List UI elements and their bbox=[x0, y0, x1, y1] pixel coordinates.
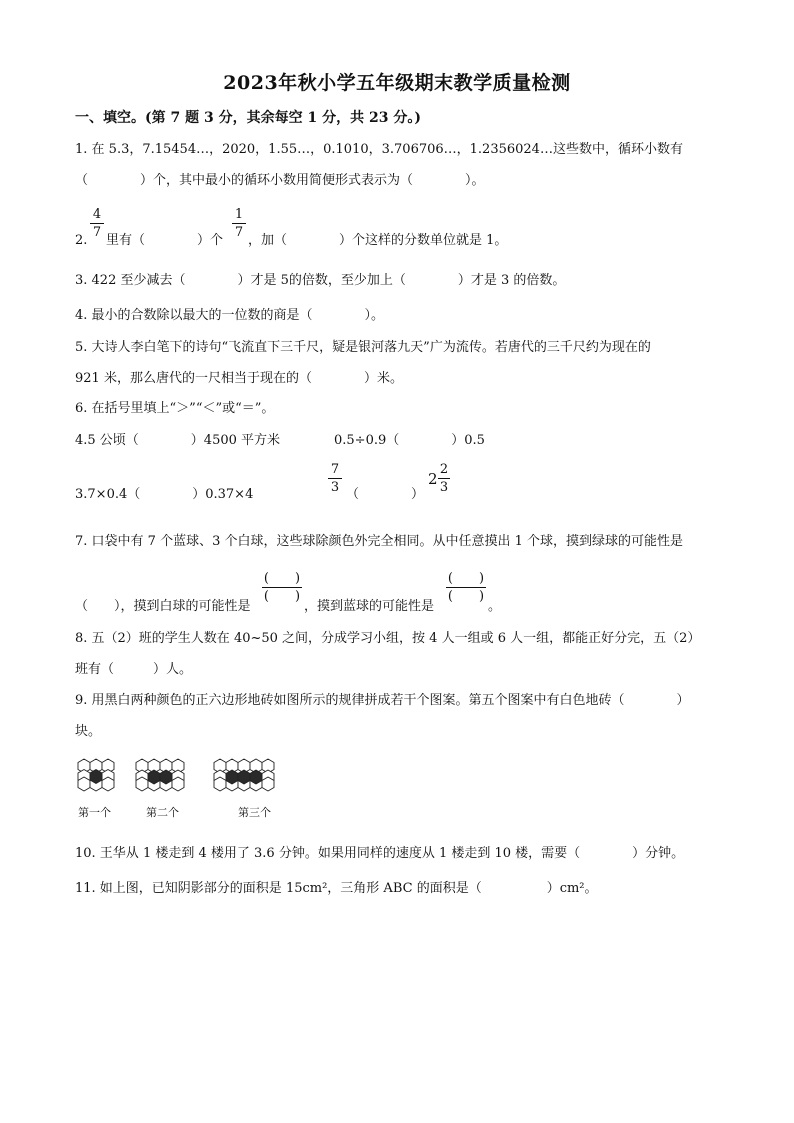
q2-fraction-four-sevenths bbox=[90, 207, 104, 240]
fraction-denominator: 7 bbox=[92, 225, 102, 240]
fraction-bar bbox=[446, 587, 486, 588]
q8-line2: 班有（ ）人。 bbox=[75, 662, 193, 677]
fraction-bar bbox=[262, 587, 302, 588]
fraction-numerator: 7 bbox=[330, 462, 340, 477]
fraction-numerator: 4 bbox=[92, 207, 102, 222]
fraction-bar bbox=[232, 223, 246, 224]
fraction-numerator: ( ) bbox=[447, 571, 485, 586]
hexagon-pattern-3 bbox=[210, 756, 302, 794]
fraction-bar bbox=[328, 478, 342, 479]
q1-line1: 1. 在 5.3，7.15454…，2020，1.55…，0.1010，3.706706…，1.2356024…这些数中，循环小数有 bbox=[75, 142, 683, 157]
q6-intro: 6. 在括号里填上“＞”“＜”或“＝”。 bbox=[75, 401, 275, 416]
q5-line1: 5. 大诗人李白笔下的诗句“飞流直下三千尺，疑是银河落九天”广为流传。若唐代的三千尺约为现在的 bbox=[75, 340, 651, 355]
q3-line: 3. 422 至少减去（ ）才是 5的倍数，至少加上（ ）才是 3 的倍数。 bbox=[75, 273, 566, 288]
pattern-caption-2: 第二个 bbox=[146, 806, 179, 819]
q7-blue-probability-blank bbox=[446, 571, 486, 604]
q10-line: 10. 王华从 1 楼走到 4 楼用了 3.6 分钟。如果用同样的速度从 1 楼走到 10 楼，需要（ ）分钟。 bbox=[75, 846, 685, 861]
q6-compare-d-blank: （ ） bbox=[346, 487, 425, 502]
q6-compare-c: 3.7×0.4（ ）0.37×4 bbox=[75, 487, 254, 502]
q6-mixed-whole: 2 bbox=[428, 470, 438, 488]
q1-line2: （ ）个，其中最小的循环小数用简便形式表示为（ ）。 bbox=[75, 173, 485, 188]
black-tile bbox=[90, 770, 102, 784]
q7-line1: 7. 口袋中有 7 个蓝球、3 个白球，这些球除颜色外完全相同。从中任意摸出 1 个球，摸到绿球的可能性是 bbox=[75, 534, 684, 549]
black-tile bbox=[250, 770, 262, 784]
section-heading: 一、填空。(第 7 题 3 分，其余每空 1 分，共 23 分。) bbox=[75, 110, 421, 126]
q6-compare-a: 4.5 公顷（ ）4500 平方米 bbox=[75, 433, 281, 448]
hexagon-pattern-2 bbox=[132, 756, 204, 794]
fraction-numerator: ( ) bbox=[263, 571, 301, 586]
fraction-numerator: 2 bbox=[439, 462, 449, 477]
pattern-caption-1: 第一个 bbox=[78, 806, 111, 819]
q6-mixed-fraction bbox=[438, 462, 450, 495]
fraction-denominator: 3 bbox=[330, 480, 340, 495]
q5-line2: 921 米，那么唐代的一尺相当于现在的（ ）米。 bbox=[75, 371, 403, 386]
q7-part2: ，摸到蓝球的可能性是 bbox=[304, 599, 435, 614]
fraction-denominator: ( ) bbox=[447, 589, 485, 604]
hexagon-pattern-1 bbox=[74, 756, 132, 794]
q8-line1: 8. 五（2）班的学生人数在 40~50 之间，分成学习小组，按 4 人一组或 6 人一组，都能正好分完，五（2） bbox=[75, 631, 701, 646]
black-tile bbox=[160, 770, 172, 784]
black-tile bbox=[238, 770, 250, 784]
fraction-denominator: 3 bbox=[439, 480, 449, 495]
fraction-bar bbox=[438, 478, 450, 479]
fraction-numerator: 1 bbox=[234, 207, 244, 222]
q4-line: 4. 最小的合数除以最大的一位数的商是（ ）。 bbox=[75, 308, 385, 323]
pattern-caption-3: 第三个 bbox=[238, 806, 271, 819]
q7-white-probability-blank bbox=[262, 571, 302, 604]
q7-part1: （ ），摸到白球的可能性是 bbox=[75, 599, 251, 614]
q9-line1: 9. 用黑白两种颜色的正六边形地砖如图所示的规律拼成若干个图案。第五个图案中有白色地砖（ ） bbox=[75, 693, 690, 708]
black-tile bbox=[226, 770, 238, 784]
q2-number: 2. bbox=[75, 233, 88, 248]
q9-line2: 块。 bbox=[75, 724, 102, 739]
fraction-bar bbox=[90, 223, 104, 224]
q6-compare-b: 0.5÷0.9（ ）0.5 bbox=[334, 433, 485, 448]
q2-text-middle: 里有（ ）个 bbox=[106, 233, 224, 248]
fraction-denominator: ( ) bbox=[263, 589, 301, 604]
q2-text-end: ，加（ ）个这样的分数单位就是 1。 bbox=[248, 233, 508, 248]
q11-line: 11. 如上图，已知阴影部分的面积是 15cm²，三角形 ABC 的面积是（ ）cm²。 bbox=[75, 881, 598, 896]
q6-fraction-seven-thirds bbox=[328, 462, 342, 495]
black-tile bbox=[148, 770, 160, 784]
fraction-denominator: 7 bbox=[234, 225, 244, 240]
q2-fraction-one-seventh bbox=[232, 207, 246, 240]
q7-part3: 。 bbox=[488, 599, 502, 614]
page-title: 2023年秋小学五年级期末教学质量检测 bbox=[223, 72, 571, 94]
